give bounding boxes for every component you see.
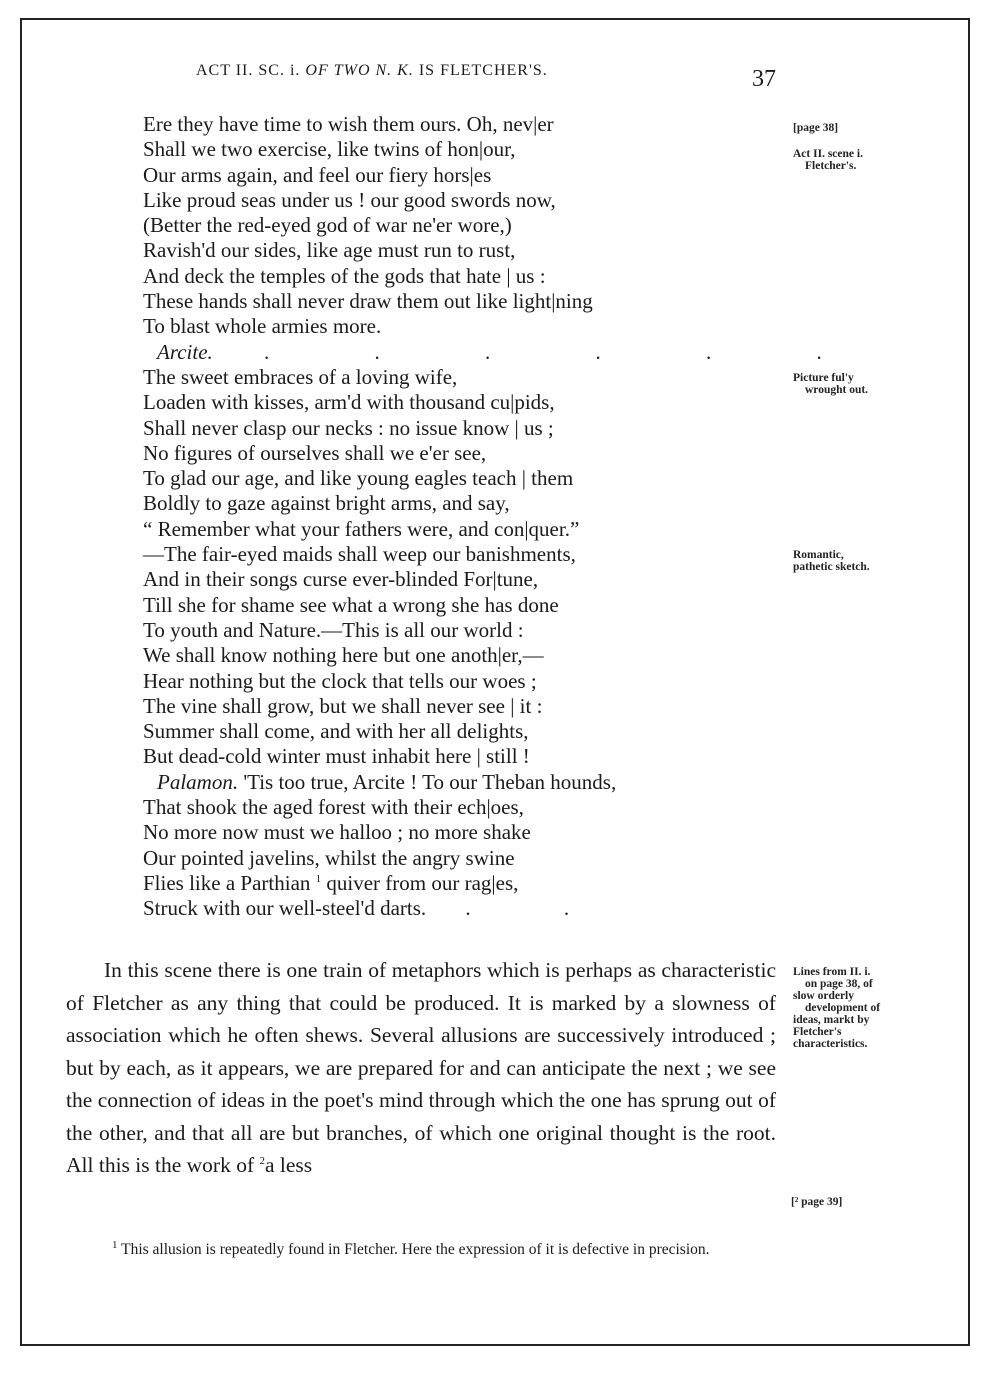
verse-line: To glad our age, and like young eagles teach | them: [143, 466, 574, 491]
verse-line: That shook the aged forest with their ech|oes,: [143, 795, 524, 820]
verse-line: But dead-cold winter must inhabit here | still !: [143, 744, 530, 769]
margin-text: on page 38, of: [805, 978, 873, 990]
margin-text: Lines from II. i.: [793, 966, 871, 978]
margin-text: [page 38]: [793, 122, 839, 134]
verse-line: And deck the temples of the gods that hate | us :: [143, 263, 546, 288]
parthian-text: Flies like a Parthian: [143, 870, 311, 895]
verse-line: Till she for shame see what a wrong she has done: [143, 592, 559, 617]
footnote: [66, 1238, 778, 1261]
verse-line: To blast whole armies more.: [143, 314, 382, 339]
ellipsis-dots: . . . . . .: [264, 339, 872, 364]
margin-text: wrought out.: [805, 384, 869, 396]
verse-line: These hands shall never draw them out like light|ning: [143, 289, 593, 314]
prose-text: In this scene there is one train of metaphors which is perhaps as characteristic of Fletcher as any thing that could be produced. It is marked by a slowness of association which he often shews. Several allusions are successively introduced ; but by each, as it appears, we are prepared for and can anticipate the next ; we see the connection of ideas in the poet's mind through which the one has sprung out of the other, and that all are but branches, of which one original thought is the root. All this is the work of: [66, 958, 776, 1177]
footnote-marker: 1: [112, 1238, 118, 1251]
margin-text: pathetic sketch.: [793, 561, 870, 573]
margin-text: slow orderly: [793, 990, 855, 1002]
prose-paragraph: [66, 954, 776, 1182]
verse-line: Summer shall come, and with her all delights,: [143, 719, 529, 744]
margin-text: Act II. scene i.: [793, 148, 863, 160]
speaker-arcite: Arcite.: [157, 339, 213, 364]
margin-text: Romantic,: [793, 549, 844, 561]
speaker-palamon: Palamon.: [157, 769, 239, 794]
parthian-text-end: quiver from our rag|es,: [326, 870, 519, 895]
verse-line: Ere they have time to wish them ours. Oh, nev|er: [143, 112, 554, 136]
page-ref-marker: 2: [259, 1154, 265, 1167]
page-number: 37: [752, 66, 776, 92]
verse-line: Our pointed javelins, whilst the angry swine: [143, 845, 515, 870]
margin-text: Fletcher's.: [805, 160, 857, 172]
margin-text: characteristics.: [793, 1038, 868, 1050]
verse-line: The sweet embraces of a loving wife,: [143, 364, 458, 389]
verse-line: Boldly to gaze against bright arms, and say,: [143, 491, 510, 516]
verse-line: Ravish'd our sides, like age must run to rust,: [143, 238, 516, 263]
margin-note-picture: [793, 372, 868, 396]
margin-text: Picture ful'y: [793, 372, 854, 384]
margin-text: [² page 39]: [791, 1196, 843, 1208]
margin-text: development of: [805, 1002, 881, 1014]
verse-line: To youth and Nature.—This is all our world :: [143, 617, 524, 642]
verse-line: The vine shall grow, but we shall never see | it :: [143, 693, 543, 718]
header-author: IS FLETCHER'S.: [418, 62, 548, 79]
margin-note-act: [793, 148, 863, 172]
palamon-speech: 'Tis too true, Arcite ! To our Theban hounds,: [243, 769, 617, 794]
verse-block: [143, 112, 872, 922]
trailing-dots: . .: [465, 896, 614, 921]
prose-text-end: a less: [265, 1153, 313, 1177]
verse-line: Loaden with kisses, arm'd with thousand cu|pids,: [143, 390, 555, 415]
verse-line: Shall we two exercise, like twins of hon|our,: [143, 137, 516, 162]
speaker-line: [143, 340, 872, 365]
verse-line: Like proud seas under us ! our good swords now,: [143, 187, 556, 212]
speaker-line: [143, 770, 872, 795]
margin-text: Fletcher's: [793, 1026, 842, 1038]
verse-line: We shall know nothing here but one anoth|er,—: [143, 643, 544, 668]
margin-note-lines: [793, 966, 880, 1050]
header-play: OF TWO N. K.: [305, 62, 414, 79]
footnote-ref: 1: [315, 872, 322, 885]
header-act: ACT II. SC. i.: [196, 62, 301, 79]
last-line-text: Struck with our well-steel'd darts.: [143, 896, 427, 921]
running-header: [196, 62, 548, 80]
margin-note-page38: [793, 122, 838, 134]
verse-line: Our arms again, and feel our fiery hors|es: [143, 162, 492, 187]
verse-line: And in their songs curse ever-blinded For|tune,: [143, 567, 539, 592]
margin-note-romantic: [793, 549, 870, 573]
verse-line: [143, 871, 872, 896]
footnote-text: This allusion is repeatedly found in Fletcher. Here the expression of it is defective in precision.: [121, 1241, 710, 1258]
verse-line: (Better the red-eyed god of war ne'er wore,): [143, 213, 512, 238]
verse-line: —The fair-eyed maids shall weep our banishments,: [143, 542, 576, 567]
margin-note-page39: [791, 1196, 842, 1208]
verse-line: “ Remember what your fathers were, and con|quer.”: [143, 516, 580, 541]
verse-line: Hear nothing but the clock that tells our woes ;: [143, 668, 537, 693]
verse-line: No more now must we halloo ; no more shake: [143, 820, 531, 845]
verse-line: Shall never clasp our necks : no issue know | us ;: [143, 415, 554, 440]
verse-line: No figures of ourselves shall we e'er see,: [143, 440, 487, 465]
verse-line: [143, 896, 872, 921]
margin-text: ideas, markt by: [793, 1014, 870, 1026]
